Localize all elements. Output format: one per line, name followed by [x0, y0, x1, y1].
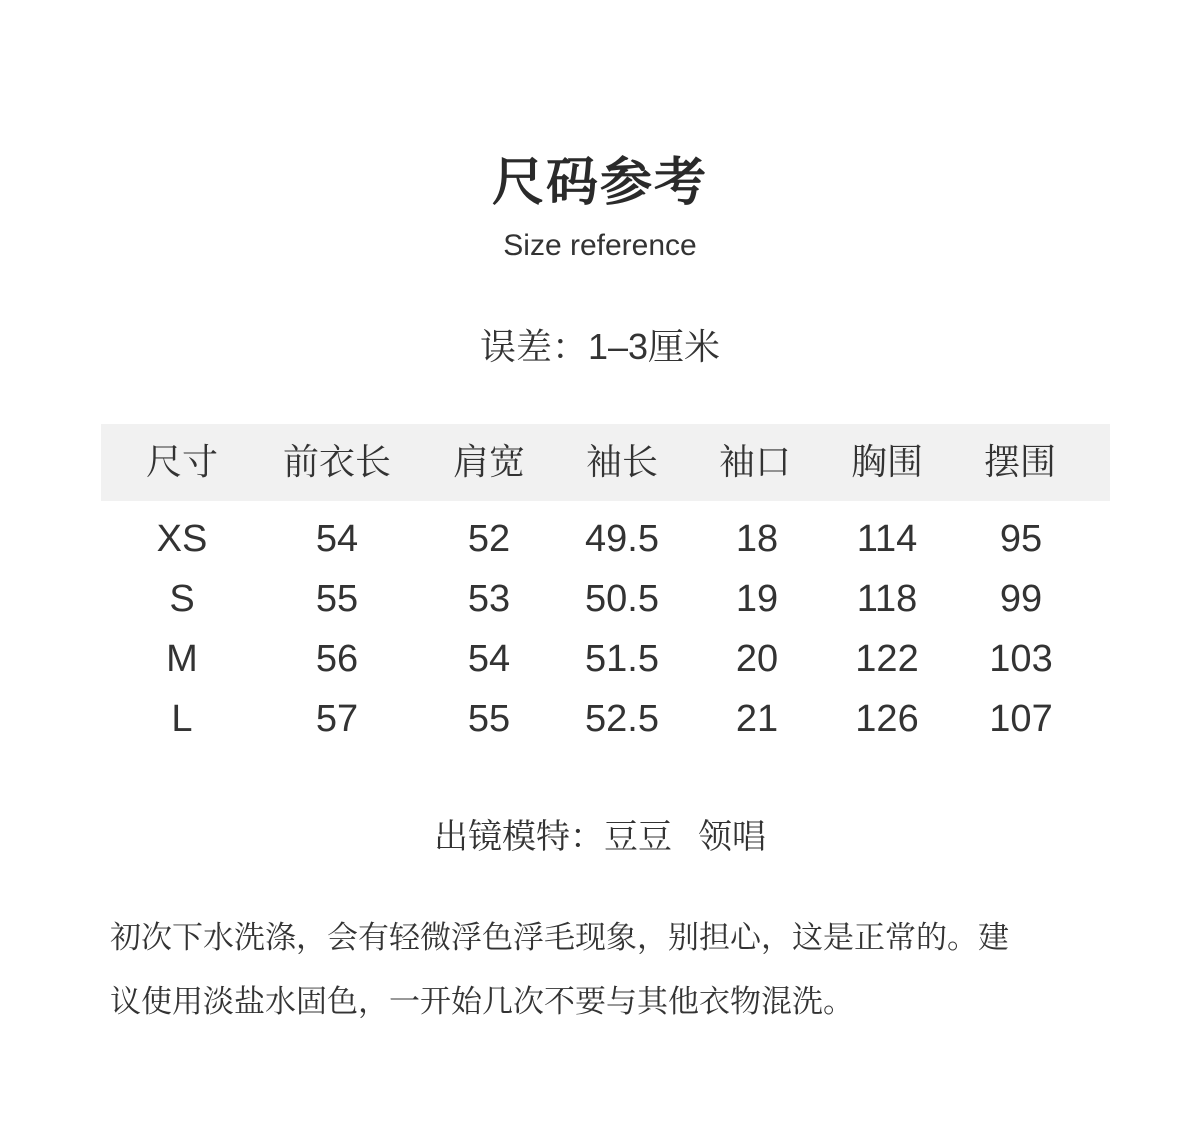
- cell-hem: 103: [989, 638, 1053, 680]
- header-hem: 摆围: [983, 442, 1057, 483]
- cell-sleeve-length: 50.5: [585, 578, 659, 620]
- header-front-length: 前衣长: [282, 442, 392, 483]
- cell-size: S: [169, 578, 195, 620]
- tolerance-unit: 厘米: [648, 327, 721, 368]
- table-header-row: [101, 424, 1110, 501]
- cell-cuff: 20: [735, 638, 779, 680]
- table-row: [101, 629, 1110, 689]
- cell-cuff: 18: [735, 518, 779, 560]
- washing-note-line-2: 议使用淡盐水固色，一开始几次不要与其他衣物混洗。: [110, 984, 854, 1020]
- cell-cuff: 21: [735, 698, 779, 740]
- header-size: 尺寸: [145, 442, 219, 483]
- cell-hem: 107: [989, 698, 1053, 740]
- cell-size: L: [171, 698, 193, 740]
- cell-front-length: 55: [315, 578, 359, 620]
- cell-front-length: 54: [315, 518, 359, 560]
- model-label: 出镜模特：: [434, 817, 604, 857]
- cell-shoulder-width: 52: [467, 518, 511, 560]
- header-cuff: 袖口: [718, 442, 792, 483]
- tolerance-value: 1–3: [587, 326, 649, 367]
- page-subtitle: Size reference: [503, 229, 697, 262]
- model-line: [0, 812, 1200, 862]
- cell-hem: 95: [999, 518, 1043, 560]
- tolerance-label: 误差：: [479, 327, 588, 368]
- cell-shoulder-width: 54: [467, 638, 511, 680]
- model-name-1: 豆豆: [604, 817, 672, 857]
- table-row: [101, 689, 1110, 749]
- cell-sleeve-length: 49.5: [585, 518, 659, 560]
- cell-chest: 118: [856, 578, 918, 620]
- cell-cuff: 19: [735, 578, 779, 620]
- header-chest: 胸围: [850, 442, 924, 483]
- cell-chest: 114: [856, 518, 918, 560]
- cell-sleeve-length: 52.5: [585, 698, 659, 740]
- washing-note-line-1: 初次下水洗涤，会有轻微浮色浮毛现象，别担心，这是正常的。建: [110, 920, 1009, 956]
- size-table: [101, 424, 1110, 749]
- cell-front-length: 56: [315, 638, 359, 680]
- table-row: [101, 569, 1110, 629]
- cell-chest: 122: [855, 638, 919, 680]
- table-row: [101, 509, 1110, 569]
- cell-chest: 126: [855, 698, 919, 740]
- cell-sleeve-length: 51.5: [585, 638, 659, 680]
- model-name-2: 领唱: [698, 817, 766, 857]
- header-shoulder-width: 肩宽: [452, 442, 526, 483]
- cell-hem: 99: [999, 578, 1043, 620]
- cell-shoulder-width: 53: [467, 578, 511, 620]
- tolerance-line: [0, 322, 1200, 373]
- washing-note: [110, 906, 1095, 1034]
- page-title: 尺码参考: [491, 153, 708, 213]
- cell-front-length: 57: [315, 698, 359, 740]
- cell-size: XS: [156, 518, 208, 560]
- cell-size: M: [166, 638, 198, 680]
- cell-shoulder-width: 55: [467, 698, 511, 740]
- header-sleeve-length: 袖长: [585, 442, 659, 483]
